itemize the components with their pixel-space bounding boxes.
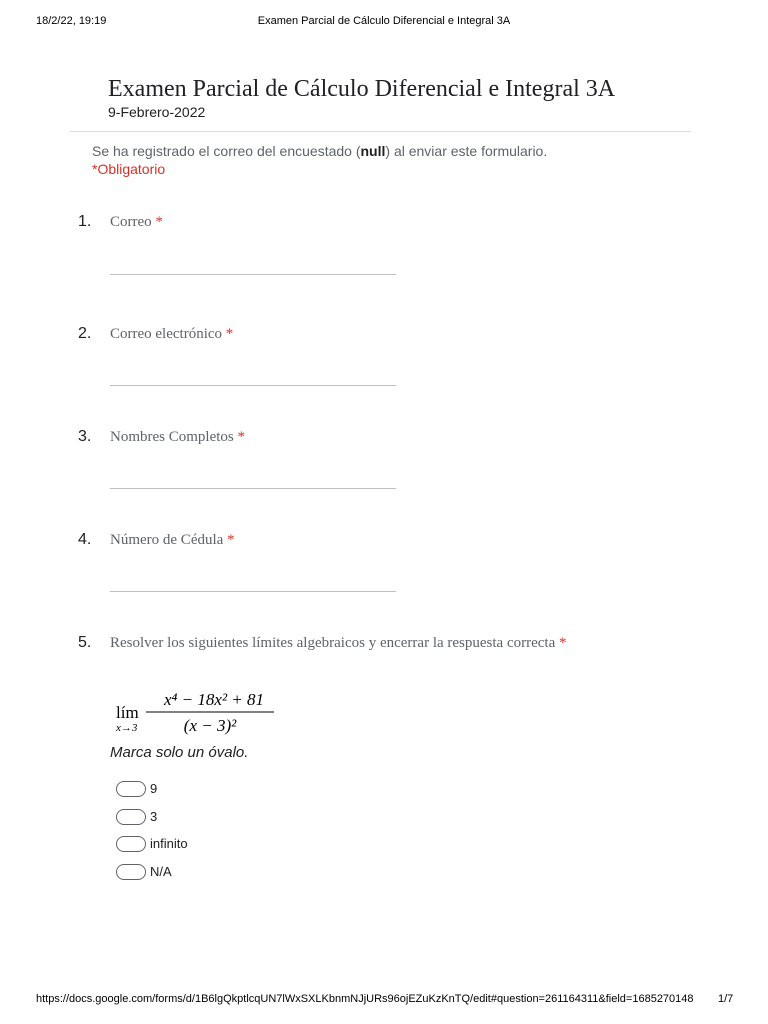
lim-subscript: x→3: [116, 722, 138, 734]
print-url: https://docs.google.com/forms/d/1B6lgQkptlcqUN7lWxSXLKbnmNJjURs96ojEZuKzKnTQ/edit#question=261164311&field=1685270148: [36, 993, 694, 1005]
fraction-numerator: x⁴ − 18x² + 81: [163, 690, 265, 709]
form-title: Examen Parcial de Cálculo Diferencial e Integral 3A: [108, 76, 616, 102]
radio-oval[interactable]: [116, 809, 146, 825]
answer-field-cedula[interactable]: [110, 591, 396, 592]
choice-instruction: Marca solo un óvalo.: [110, 744, 249, 761]
question-label-correo: [110, 214, 163, 231]
option-label: 9: [150, 781, 158, 796]
required-star: *: [225, 326, 234, 342]
notice-post: ) al enviar este formulario.: [385, 143, 548, 159]
question-label-correo-electronico: [110, 326, 233, 343]
option-label: infinito: [150, 836, 188, 851]
question-number: 1.: [78, 213, 92, 230]
header-divider: [70, 131, 691, 132]
print-datetime: 18/2/22, 19:19: [36, 15, 107, 27]
answer-field-correo-electronico[interactable]: [110, 385, 396, 386]
answer-field-nombres[interactable]: [110, 488, 396, 489]
required-star: *: [237, 429, 245, 445]
label-text: Nombres Completos: [110, 429, 234, 445]
fraction-denominator: (x − 3)²: [183, 716, 237, 735]
email-notice: [92, 143, 547, 159]
required-note: *Obligatorio: [92, 161, 166, 177]
label-text: Correo electrónico: [110, 326, 223, 342]
notice-null: null: [360, 143, 386, 159]
required-star: *: [227, 532, 235, 548]
radio-oval[interactable]: [116, 836, 146, 852]
question-number: 4.: [78, 531, 92, 548]
option-label: 3: [150, 809, 158, 824]
label-text: Resolver los siguientes límites algebraicos y encerrar la respuesta correcta: [110, 635, 556, 651]
label-text: Correo: [110, 214, 152, 230]
question-label-cedula: [110, 532, 235, 549]
question-number: 5.: [78, 634, 92, 651]
radio-oval[interactable]: [116, 781, 146, 797]
question-number: 3.: [78, 428, 92, 445]
required-star: *: [559, 635, 567, 651]
option-label: N/A: [150, 864, 172, 879]
print-page-number: 1/7: [718, 993, 734, 1005]
form-date: 9-Febrero-2022: [108, 104, 206, 120]
print-doc-title: Examen Parcial de Cálculo Diferencial e Integral 3A: [257, 15, 511, 27]
notice-pre: Se ha registrado el correo del encuestado (: [92, 143, 361, 159]
question-number: 2.: [78, 325, 92, 342]
label-text: Número de Cédula: [110, 532, 224, 548]
limit-expression-image: [114, 686, 294, 736]
question-label-nombres: [110, 429, 245, 446]
radio-oval[interactable]: [116, 864, 146, 880]
answer-field-correo[interactable]: [110, 274, 396, 275]
lim-text: lím: [116, 703, 139, 722]
required-star: *: [155, 214, 163, 230]
question-label-limites: [110, 635, 567, 652]
